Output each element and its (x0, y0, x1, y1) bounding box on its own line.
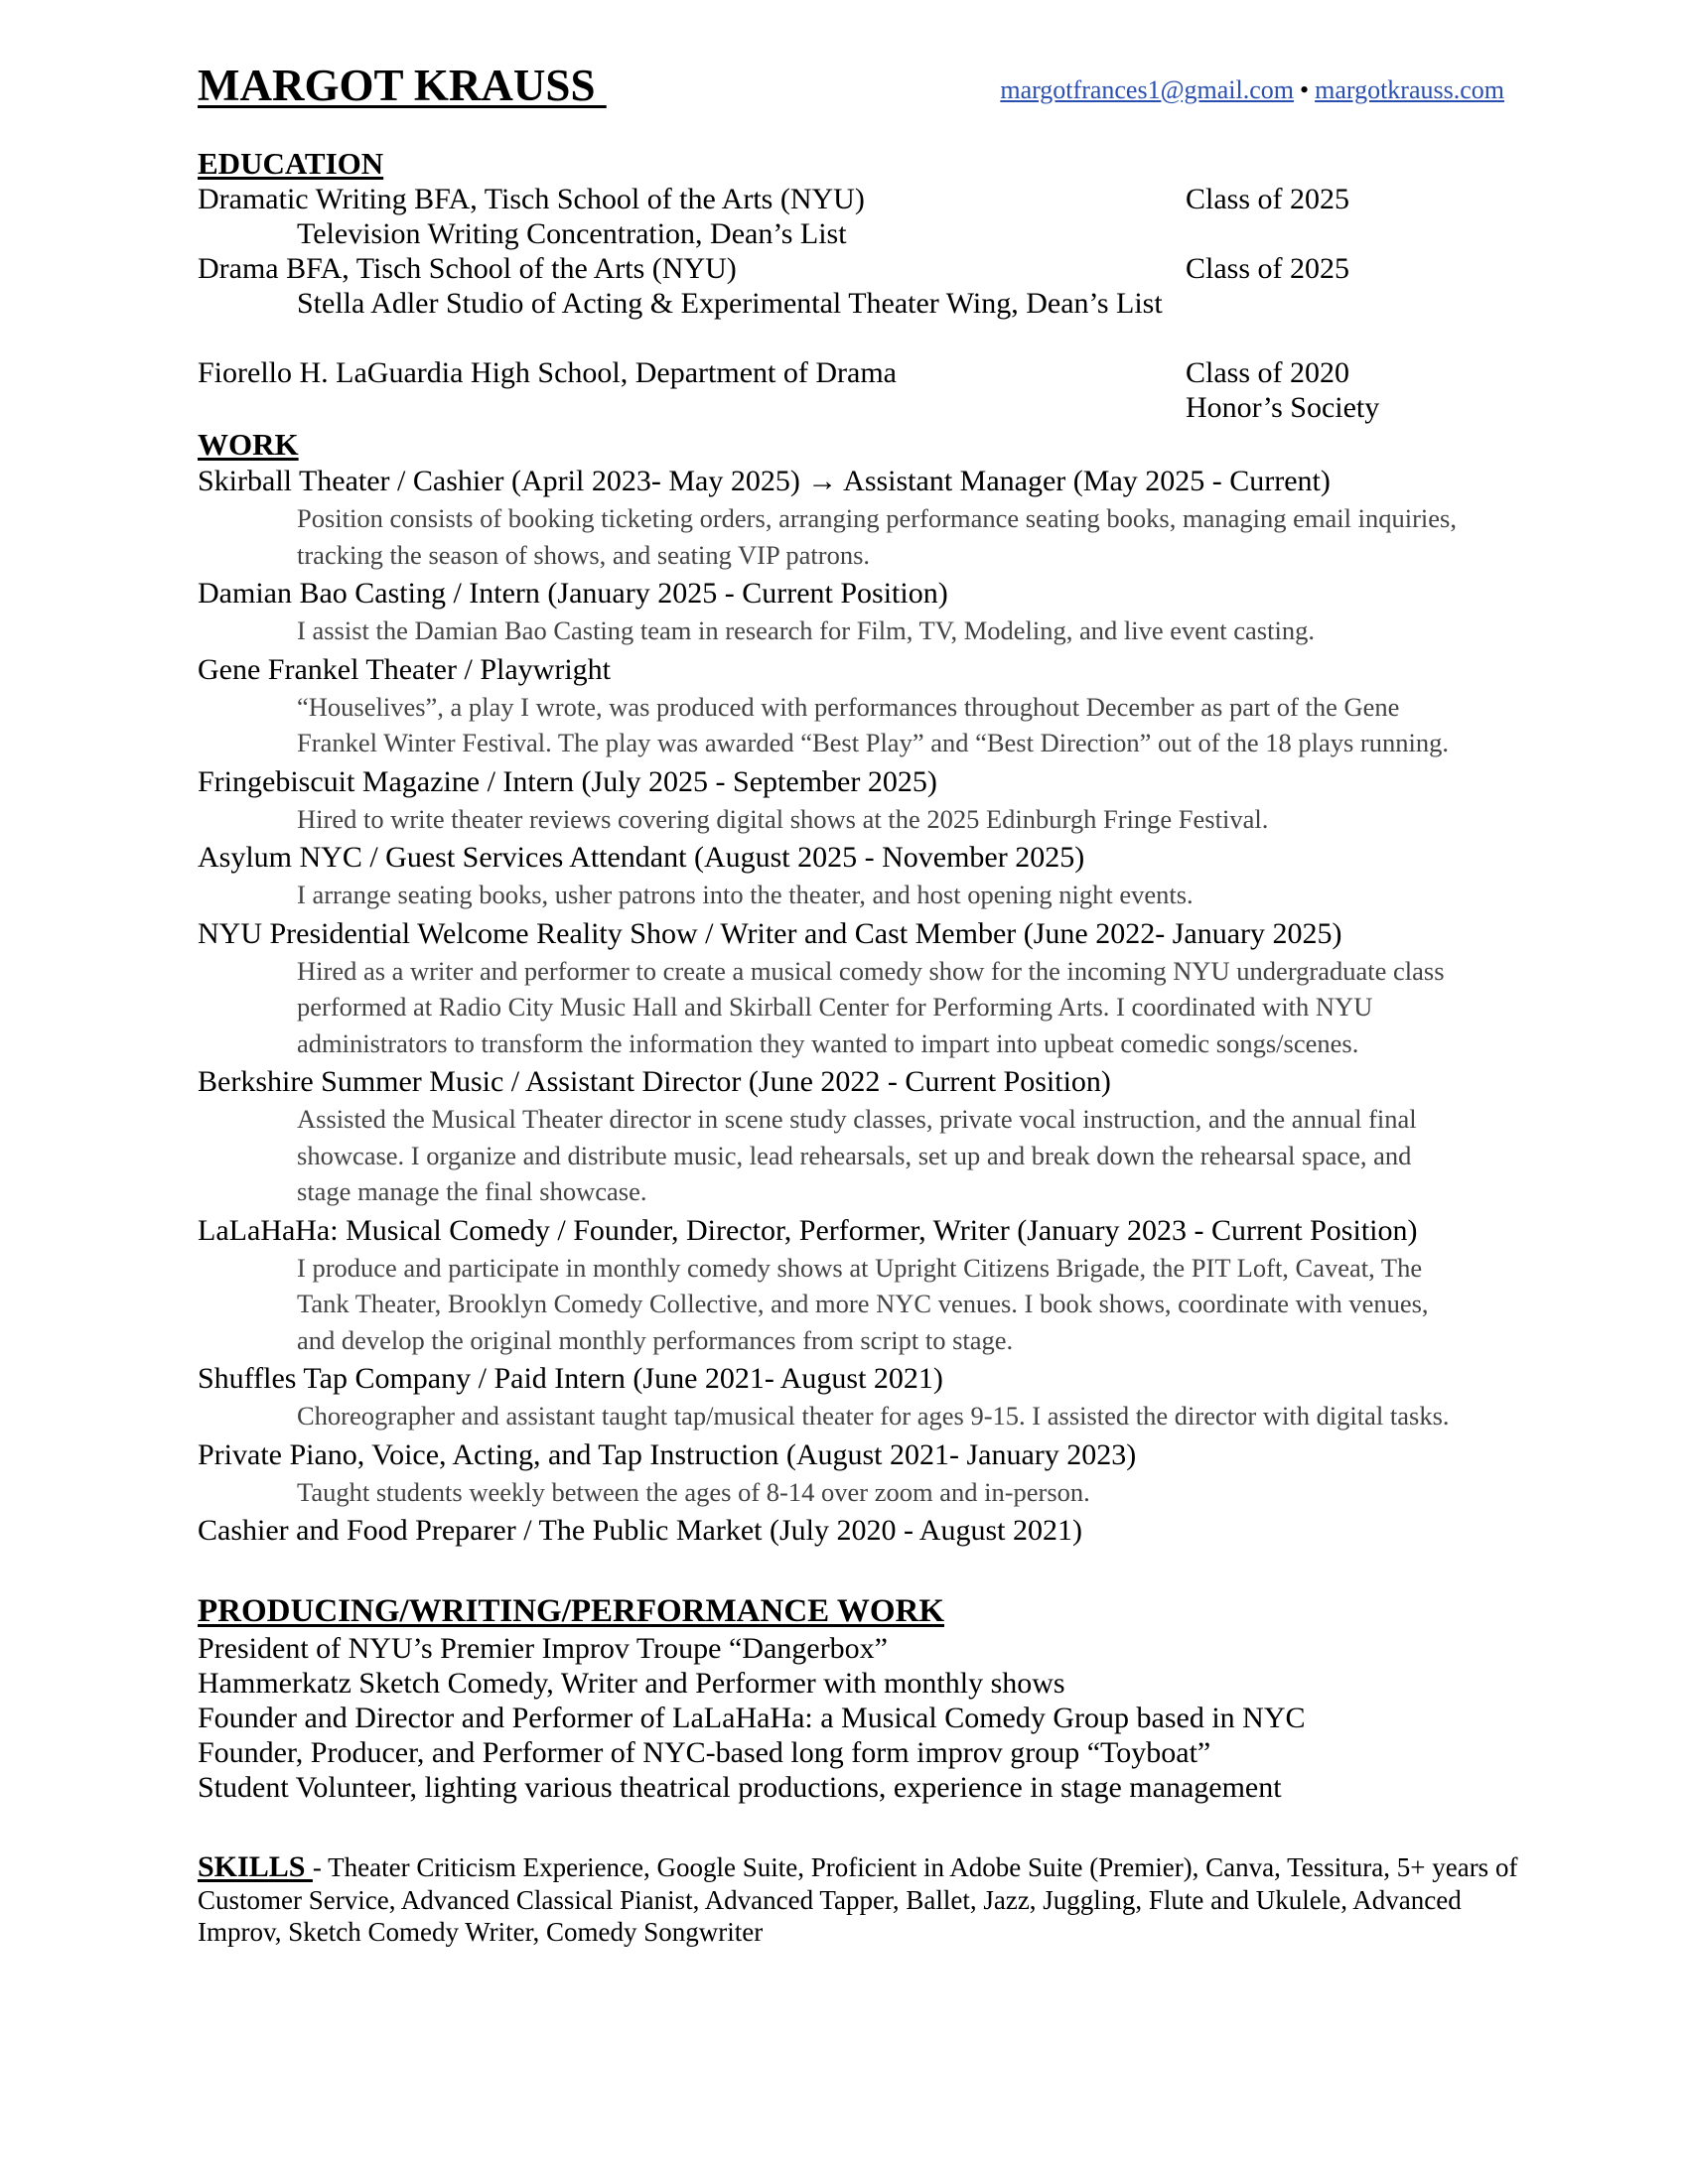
job-description: Position consists of booking ticketing orders, arranging performance seating books, managing email inquiries, tracking the season of shows, and seating VIP patrons. (297, 503, 1457, 570)
work-entry (198, 651, 1518, 761)
job-title: Gene Frankel Theater / Playwright (198, 652, 611, 686)
applicant-name: MARGOT KRAUSS (198, 61, 607, 110)
work-heading: WORK (198, 427, 299, 462)
skills-text: - Theater Criticism Experience, Google Suite, Proficient in Adobe Suite (Premier), Canva, Tessitura, 5+ years of Customer Service, Advanced Classical Pianist, Advanced Tapper, Ballet, Jazz, Juggling, Flute and Ukulele, Advanced Improv, Sketch Comedy Writer, Comedy Songwriter (198, 1852, 1518, 1947)
job-title: Fringebiscuit Magazine / Intern (July 2025 - September 2025) (198, 764, 937, 798)
job-description: Taught students weekly between the ages of 8-14 over zoom and in-person. (297, 1476, 1090, 1507)
resume-header (198, 60, 1504, 119)
job-title: LaLaHaHa: Musical Comedy / Founder, Director, Performer, Writer (January 2023 - Current Position) (198, 1213, 1418, 1247)
education-detail: Television Writing Concentration, Dean’s List (297, 217, 847, 250)
skills-section (198, 1851, 1518, 1949)
work-entry (198, 1212, 1518, 1359)
work-entry (198, 915, 1518, 1062)
contact-info (1000, 75, 1504, 105)
education-detail: Stella Adler Studio of Acting & Experimental Theater Wing, Dean’s List (297, 287, 1163, 320)
email-link[interactable]: margotfrances1@gmail.com (1000, 75, 1295, 104)
education-entry (198, 355, 1518, 425)
resume-body (198, 146, 1518, 1949)
education-school: Dramatic Writing BFA, Tisch School of the Arts (NYU) (198, 183, 865, 215)
education-date: Class of 2025 (1186, 183, 1349, 215)
contact-separator: • (1300, 75, 1310, 104)
education-school: Fiorello H. LaGuardia High School, Department of Drama (198, 356, 897, 389)
job-title: Skirball Theater / Cashier (April 2023- May 2025) → Assistant Manager (May 2025 - Current) (198, 465, 1331, 497)
work-entry (198, 839, 1518, 913)
job-title: Cashier and Food Preparer / The Public Market (July 2020 - August 2021) (198, 1514, 1082, 1547)
work-list (198, 463, 1518, 1549)
producing-list (198, 1631, 1518, 1805)
job-title: NYU Presidential Welcome Reality Show / Writer and Cast Member (June 2022- January 2025) (198, 916, 1342, 950)
education-detail: Honor’s Society (1186, 391, 1380, 424)
list-item: President of NYU’s Premier Improv Troupe “Dangerbox” (198, 1632, 888, 1665)
job-title: Private Piano, Voice, Acting, and Tap Instruction (August 2021- January 2023) (198, 1437, 1137, 1471)
education-school: Drama BFA, Tisch School of the Arts (NYU) (198, 252, 737, 285)
list-item: Student Volunteer, lighting various theatrical productions, experience in stage management (198, 1771, 1282, 1804)
job-description: I arrange seating books, usher patrons into the theater, and host opening night events. (297, 880, 1194, 909)
list-item: Founder and Director and Performer of LaLaHaHa: a Musical Comedy Group based in NYC (198, 1702, 1306, 1734)
job-title: Berkshire Summer Music / Assistant Director (June 2022 - Current Position) (198, 1065, 1111, 1098)
education-entry (198, 182, 1518, 251)
list-item: Founder, Producer, and Performer of NYC-based long form improv group “Toyboat” (198, 1736, 1211, 1769)
job-description: Choreographer and assistant taught tap/musical theater for ages 9-15. I assisted the director with digital tasks. (297, 1401, 1450, 1431)
job-description: “Houselives”, a play I wrote, was produced with performances throughout December as part of the Gene Frankel Winter Festival. The play was awarded “Best Play” and “Best Direction” out of the 18 plays running. (297, 691, 1449, 757)
job-description: I assist the Damian Bao Casting team in research for Film, TV, Modeling, and live event casting. (297, 615, 1315, 645)
job-title: Damian Bao Casting / Intern (January 2025 - Current Position) (198, 577, 948, 610)
work-entry (198, 1512, 1518, 1549)
producing-heading: PRODUCING/WRITING/PERFORMANCE WORK (198, 1593, 944, 1629)
work-entry (198, 1436, 1518, 1511)
website-link[interactable]: margotkrauss.com (1315, 75, 1504, 104)
work-entry (198, 1360, 1518, 1434)
work-entry (198, 463, 1518, 573)
education-heading: EDUCATION (198, 146, 384, 181)
work-entry (198, 575, 1518, 649)
job-title: Asylum NYC / Guest Services Attendant (August 2025 - November 2025) (198, 841, 1085, 874)
work-entry (198, 763, 1518, 838)
education-date: Class of 2020 (1186, 356, 1349, 389)
job-description: Hired as a writer and performer to create a musical comedy show for the incoming NYU undergraduate class performed at Radio City Music Hall and Skirball Center for Performing Arts. I coordinated with NYU administrators to transform the information they wanted to impart into upbeat comedic songs/scenes. (297, 955, 1445, 1058)
skills-heading: SKILLS (198, 1850, 313, 1883)
list-item: Hammerkatz Sketch Comedy, Writer and Performer with monthly shows (198, 1667, 1065, 1700)
job-description: I produce and participate in monthly comedy shows at Upright Citizens Brigade, the PIT Loft, Caveat, The Tank Theater, Brooklyn Comedy Collective, and more NYC venues. I book shows, coordinate with venues, and develop the original monthly performances from script to stage. (297, 1252, 1429, 1355)
education-date: Class of 2025 (1186, 252, 1349, 285)
job-description: Hired to write theater reviews covering digital shows at the 2025 Edinburgh Fringe Festival. (297, 803, 1269, 834)
job-title: Shuffles Tap Company / Paid Intern (June 2021- August 2021) (198, 1362, 943, 1395)
work-entry (198, 1063, 1518, 1210)
education-entry (198, 251, 1518, 321)
job-description: Assisted the Musical Theater director in scene study classes, private vocal instruction, and the annual final showcase. I organize and distribute music, lead rehearsals, set up and break down the rehearsal space, and stage manage the final showcase. (297, 1104, 1417, 1206)
